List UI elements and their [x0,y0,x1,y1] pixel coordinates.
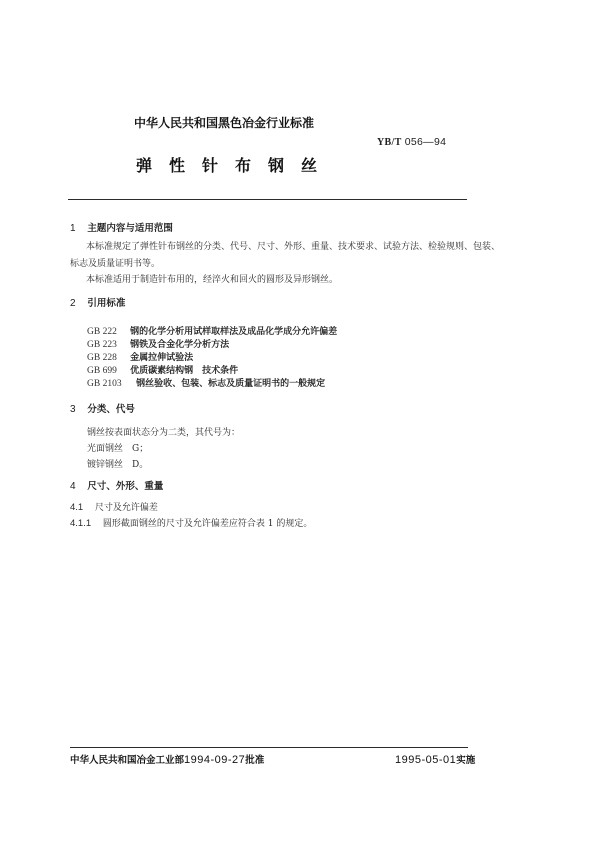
subsection-text: 圆形截面钢丝的尺寸及允许偏差应符合表 1 的规定。 [102,519,313,529]
subsection-number: 4.1.1 [70,518,92,529]
reference-code: GB 699 [87,366,117,376]
section-number: 1 [70,223,76,234]
reference-code: GB 222 [87,327,117,337]
standard-category: 中华人民共和国黑色冶金行业标准 [134,116,315,130]
code-item-d: 镀锌钢丝 D。 [87,460,149,470]
subsection-4-1 [70,500,158,513]
reference-code: GB 228 [87,353,117,363]
reference-title: 钢的化学分析用试样取样法及成品化学成分允许偏差 [130,327,338,337]
section-title: 主题内容与适用范围 [87,223,173,234]
paragraph: 钢丝按表面状态分为二类，其代号为： [87,428,241,438]
section-4-heading [70,478,163,492]
subsection-text: 尺寸及允许偏差 [94,503,158,513]
reference-title: 钢铁及合金化学分析方法 [130,340,230,350]
header-divider [68,199,467,200]
section-title: 分类、代号 [87,404,135,415]
paragraph: 本标准适用于制造针布用的，经淬火和回火的圆形及异形钢丝。 [86,275,339,285]
reference-title: 钢丝验收、包装、标志及质量证明书的一般规定 [136,379,326,389]
standard-code-prefix: YB/T [377,137,402,148]
section-title: 引用标准 [87,298,126,309]
section-number: 3 [70,404,76,415]
section-number: 4 [70,481,76,492]
code-item-g: 光面钢丝 G； [87,444,149,454]
document-title: 弹性针布钢丝 [136,156,335,175]
reference-title: 优质碳素结构钢 技术条件 [130,366,239,376]
reference-item [87,371,325,390]
section-2-heading [70,295,125,309]
approval-label: 批准 [245,755,265,766]
section-number: 2 [70,298,76,309]
reference-code: GB 2103 [87,379,122,389]
paragraph: 本标准规定了弹性针布钢丝的分类、代号、尺寸、外形、重量、技术要求、试验方法、检验规则、包装、 [86,242,501,252]
approval-org: 中华人民共和国冶金工业部 [70,755,185,766]
approval-date: 1994-09-27 [184,754,246,766]
effective-label: 实施 [456,755,476,766]
section-1-heading [70,220,173,234]
section-3-heading [70,401,135,415]
reference-title: 金属拉伸试验法 [130,353,194,363]
effective-info [395,752,475,766]
section-title: 尺寸、外形、重量 [87,481,164,492]
subsection-number: 4.1 [70,502,84,513]
effective-date: 1995-05-01 [395,754,457,766]
footer-divider [70,747,468,748]
standard-code [377,136,446,148]
subsection-4-1-1 [70,516,312,529]
approval-info [70,752,264,766]
reference-code: GB 223 [87,340,117,350]
standard-code-number: 056—94 [404,136,447,148]
paragraph: 标志及质量证明书等。 [70,259,161,269]
